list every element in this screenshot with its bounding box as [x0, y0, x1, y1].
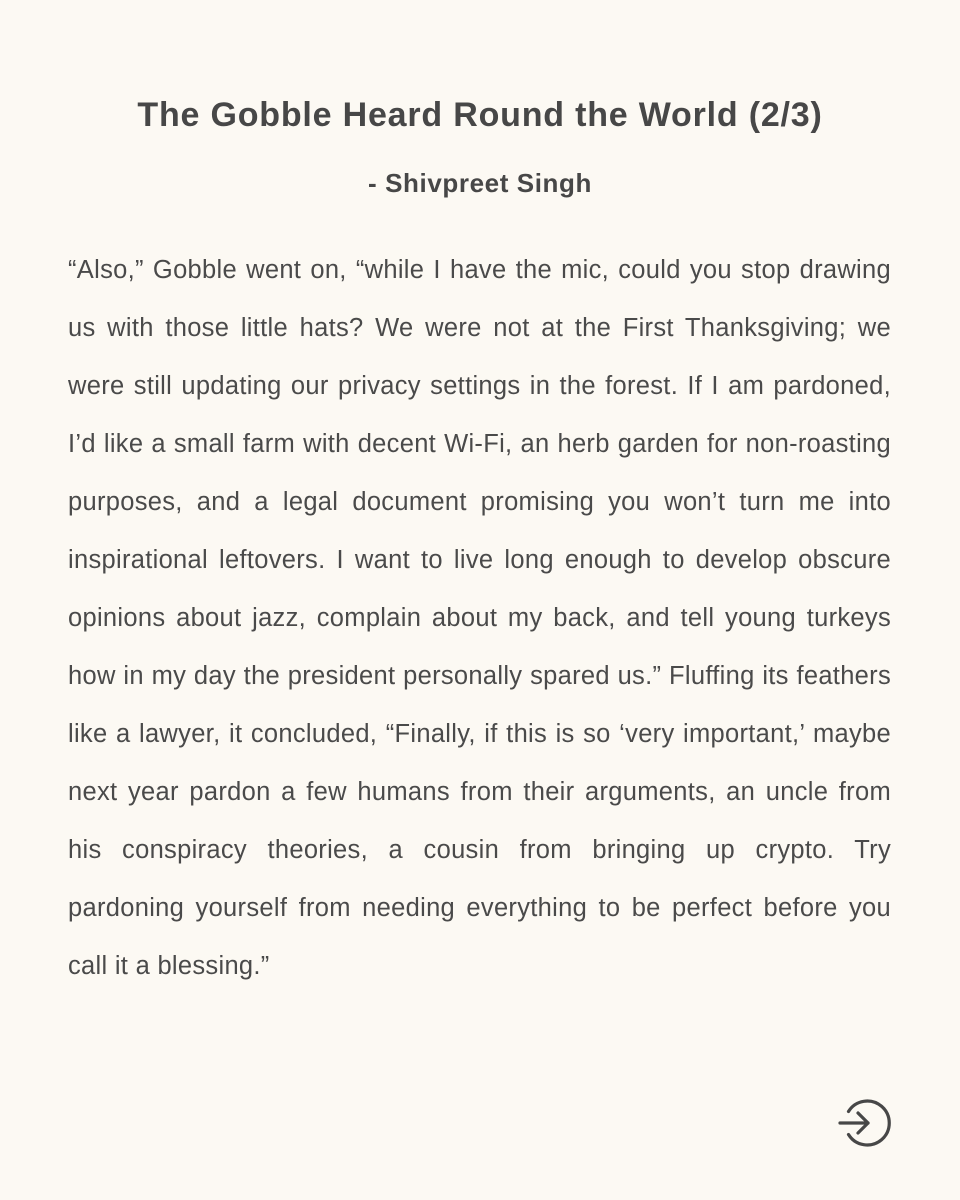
next-page-button[interactable]	[836, 1095, 892, 1151]
arrow-right-circle-icon	[836, 1095, 892, 1151]
story-title: The Gobble Heard Round the World (2/3)	[137, 96, 823, 134]
story-body: “Also,” Gobble went on, “while I have the mic, could you stop drawing us with those little hats? We were not at the First Thanksgiving; we were still updating our privacy settings in the forest. If I am pardoned, I’d like a small farm with decent Wi-Fi, an herb garden for non-roasting purposes, and a legal document promising you won’t turn me into inspirational leftovers. I want to live long enough to develop obscure opinions about jazz, complain about my back, and tell young turkeys how in my day the president personally spared us.” Fluffing its feathers like a lawyer, it concluded, “Finally, if this is so ‘very important,’ maybe next year pardon a few humans from their arguments, an uncle from his conspiracy theories, a cousin from bringing up crypto. Try pardoning yourself from needing everything to be perfect before you call it a blessing.”	[68, 256, 891, 980]
author-byline: - Shivpreet Singh	[367, 168, 592, 198]
